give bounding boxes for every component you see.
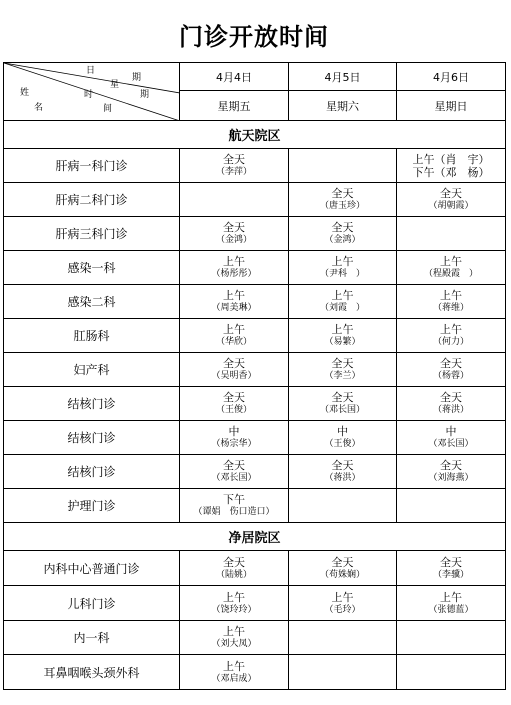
doctor-name: （易繁）: [324, 337, 361, 347]
weekday-header-2: 星期六: [289, 91, 397, 121]
schedule-cell: [397, 455, 506, 489]
doctor-name: （蒋洪）: [324, 473, 361, 483]
doctor-name: （唐玉珍）: [319, 201, 365, 211]
table-row: [4, 183, 506, 217]
corner-label-xing: 姓: [20, 88, 30, 98]
doctor-name: （邓启成）: [211, 673, 257, 684]
schedule-cell: [397, 387, 506, 421]
schedule-cell: [289, 353, 397, 387]
schedule-cell: [180, 183, 289, 217]
doctor-name: （毛玲）: [324, 604, 361, 615]
schedule-cell: [397, 149, 506, 183]
table-row: [4, 455, 506, 489]
doctor-name: （程殿霞 ）: [423, 269, 478, 279]
schedule-cell: [180, 621, 289, 655]
department-name: 耳鼻咽喉头颈外科: [4, 655, 180, 690]
session-time: 上午: [331, 323, 354, 336]
session-time: 上午: [223, 323, 245, 336]
department-name: 结核门诊: [4, 455, 180, 489]
table-row: [4, 551, 506, 586]
session-time: 上午: [223, 590, 245, 604]
session-time: 上午: [331, 255, 354, 268]
schedule-cell: [397, 183, 506, 217]
corner-label-xing-top: 星: [110, 80, 120, 90]
doctor-name: （苟姝娴）: [319, 569, 365, 580]
page-title: 门诊开放时间: [179, 22, 329, 51]
schedule-cell: [289, 387, 397, 421]
table-row: [4, 149, 506, 183]
session-time: 全天: [331, 391, 354, 404]
schedule-table: [3, 62, 506, 690]
department-name: 结核门诊: [4, 387, 180, 421]
session-time: 上午: [331, 590, 354, 604]
session-time: 全天: [223, 459, 245, 472]
session-time: 全天: [223, 221, 245, 234]
session-time: 全天: [440, 391, 462, 404]
schedule-cell: [289, 489, 397, 523]
doctor-name: （刘海燕）: [428, 473, 474, 483]
schedule-cell: [289, 586, 397, 621]
schedule-cell: [180, 285, 289, 319]
doctor-name: （杨宗华）: [211, 439, 257, 449]
department-name: 结核门诊: [4, 421, 180, 455]
schedule-cell: [289, 455, 397, 489]
doctor-name: （杨蓉）: [432, 371, 469, 381]
department-name: 感染一科: [4, 251, 180, 285]
doctor-name: （王俊）: [215, 405, 252, 415]
doctor-name: （李兰）: [324, 371, 361, 381]
doctor-name: （李骥）: [432, 569, 469, 580]
table-row: [4, 285, 506, 319]
department-name: 儿科门诊: [4, 586, 180, 621]
schedule-cell: [180, 551, 289, 586]
session-time: 全天: [223, 357, 245, 370]
session-time: 上午: [331, 289, 354, 302]
doctor-name: （邓长国）: [211, 473, 257, 483]
weekday-header-3: 星期日: [397, 91, 506, 121]
doctor-name: （周美琳）: [211, 303, 257, 313]
session-time: 上午: [223, 289, 245, 302]
session-time: 上午（肖 宇）: [412, 152, 490, 166]
session-time: 全天: [331, 459, 354, 472]
schedule-cell: [180, 251, 289, 285]
table-row: [4, 319, 506, 353]
doctor-name: （邓长国）: [428, 439, 474, 449]
schedule-cell: [289, 655, 397, 690]
schedule-cell: [180, 489, 289, 523]
table-row: [4, 655, 506, 690]
session-time: 全天: [331, 555, 354, 569]
session-time: 全天: [440, 459, 462, 472]
session-time: 全天: [331, 187, 354, 200]
session-time: 全天: [331, 221, 354, 234]
doctor-name: （邓长国）: [319, 405, 365, 415]
doctor-name: （尹科 ）: [319, 269, 365, 279]
doctor-name: （陆姚）: [215, 569, 252, 580]
doctor-name: （何力）: [432, 337, 469, 347]
doctor-name: 下午（邓 杨）: [412, 165, 490, 179]
department-name: 护理门诊: [4, 489, 180, 523]
schedule-cell: [397, 251, 506, 285]
corner-label-jian: 间: [103, 104, 113, 114]
corner-header: [4, 63, 180, 121]
table-row: [4, 489, 506, 523]
schedule-cell: [397, 551, 506, 586]
table-row: [4, 421, 506, 455]
doctor-name: （王俊）: [324, 439, 361, 449]
corner-label-ming: 名: [34, 103, 44, 113]
session-time: 中: [228, 425, 240, 438]
table-row: [4, 353, 506, 387]
session-time: 上午: [440, 323, 462, 336]
schedule-cell: [180, 353, 289, 387]
department-name: 肝病二科门诊: [4, 183, 180, 217]
schedule-cell: [180, 455, 289, 489]
session-time: 上午: [223, 659, 245, 673]
session-time: 中: [445, 425, 457, 438]
schedule-cell: [289, 621, 397, 655]
session-time: 上午: [440, 289, 462, 302]
schedule-cell: [397, 353, 506, 387]
schedule-cell: [397, 285, 506, 319]
table-row: [4, 621, 506, 655]
doctor-name: （杨彤彤）: [211, 269, 257, 279]
schedule-cell: [180, 586, 289, 621]
schedule-cell: [397, 319, 506, 353]
doctor-name: （蒋维）: [432, 303, 469, 313]
doctor-name: （蒋洪）: [432, 405, 469, 415]
section-header: 净居院区: [4, 523, 506, 551]
table-row: [4, 586, 506, 621]
session-time: 上午: [223, 625, 245, 638]
schedule-cell: [180, 217, 289, 251]
corner-label-shi: 时: [84, 90, 94, 100]
doctor-name: （华欣）: [215, 337, 252, 347]
session-time: 全天: [440, 555, 462, 569]
table-row: [4, 387, 506, 421]
doctor-name: （金鸿）: [215, 235, 252, 245]
date-header-3: 4月6日: [397, 63, 506, 91]
session-time: 全天: [440, 357, 462, 370]
session-time: 上午: [440, 590, 462, 604]
session-time: 全天: [331, 357, 354, 370]
corner-label-qi: 期: [132, 73, 142, 83]
doctor-name: （刘霞 ）: [319, 303, 365, 313]
session-time: 上午: [440, 255, 462, 268]
department-name: 妇产科: [4, 353, 180, 387]
session-time: 全天: [223, 153, 245, 166]
doctor-name: （饶玲玲）: [211, 604, 257, 615]
section-header: 航天院区: [4, 121, 506, 149]
schedule-cell: [397, 655, 506, 690]
schedule-cell: [397, 421, 506, 455]
session-time: 下午: [223, 493, 245, 506]
schedule-cell: [180, 319, 289, 353]
table-row: [4, 217, 506, 251]
session-time: 全天: [223, 555, 245, 569]
department-name: 肝病一科门诊: [4, 149, 180, 183]
corner-label-qi2: 期: [140, 90, 150, 100]
schedule-cell: [180, 655, 289, 690]
schedule-cell: [289, 217, 397, 251]
department-name: 内科中心普通门诊: [4, 551, 180, 586]
session-time: 全天: [223, 391, 245, 404]
schedule-cell: [289, 551, 397, 586]
schedule-cell: [397, 217, 506, 251]
corner-label-ri: 日: [86, 66, 96, 76]
schedule-cell: [289, 149, 397, 183]
department-name: 肝病三科门诊: [4, 217, 180, 251]
date-header-1: 4月4日: [180, 63, 289, 91]
schedule-cell: [397, 586, 506, 621]
session-time: 上午: [223, 255, 245, 268]
schedule-cell: [289, 251, 397, 285]
schedule-cell: [289, 421, 397, 455]
schedule-cell: [180, 421, 289, 455]
session-time: 中: [337, 425, 348, 438]
department-name: 内一科: [4, 621, 180, 655]
date-header-2: 4月5日: [289, 63, 397, 91]
schedule-cell: [289, 183, 397, 217]
session-time: 全天: [440, 187, 462, 200]
department-name: 感染二科: [4, 285, 180, 319]
doctor-name: （胡朝霞）: [428, 201, 474, 211]
doctor-name: （张德蓝）: [428, 604, 474, 615]
schedule-cell: [397, 621, 506, 655]
doctor-name: （金鸿）: [324, 235, 361, 245]
doctor-name: （李萍）: [215, 167, 252, 177]
doctor-name: （刘大凤）: [211, 639, 257, 649]
schedule-cell: [289, 319, 397, 353]
weekday-header-1: 星期五: [180, 91, 289, 121]
department-name: 肛肠科: [4, 319, 180, 353]
table-row: [4, 251, 506, 285]
schedule-cell: [180, 149, 289, 183]
doctor-name: （吴明香）: [211, 371, 257, 381]
schedule-cell: [397, 489, 506, 523]
schedule-cell: [180, 387, 289, 421]
doctor-name: （谭娟 伤口造口）: [193, 507, 275, 517]
schedule-cell: [289, 285, 397, 319]
